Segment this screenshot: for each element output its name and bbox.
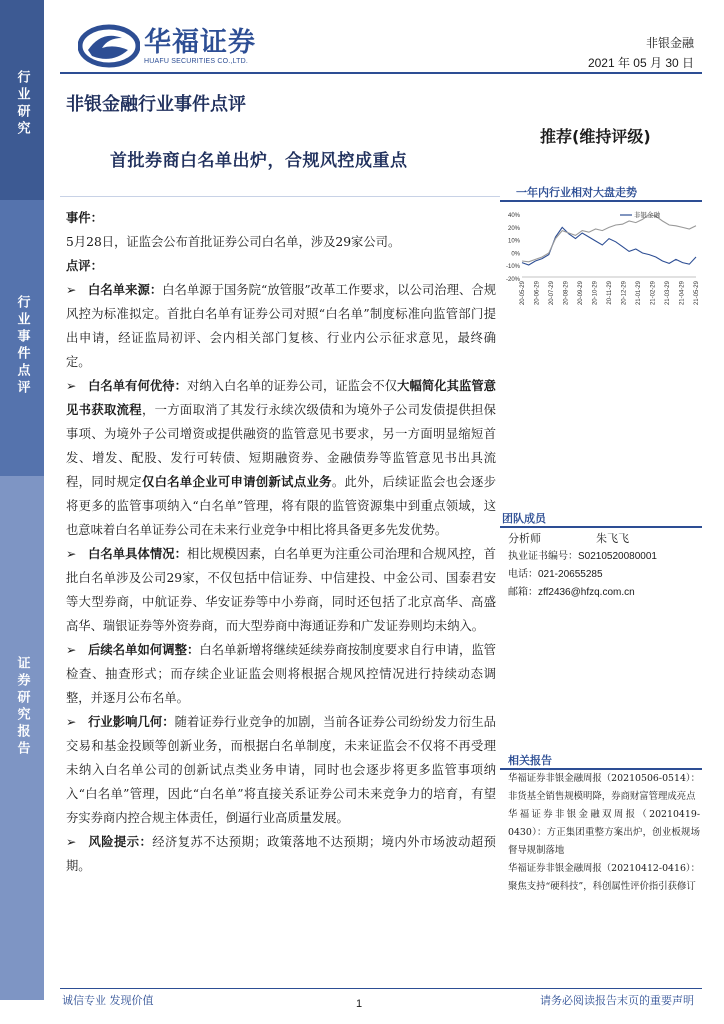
y-tick-label: 40% [507,213,520,219]
header-divider [60,72,702,74]
relative-performance-chart [500,205,702,325]
bullet-lead: 白名单具体情况： [88,547,187,561]
x-tick-label: 21-04-29 [679,281,686,306]
side-band-industry-research [0,0,44,200]
series-line-非银金融 [522,227,696,265]
bullet-lead: 白名单来源： [88,283,163,297]
bullet-text: 白名单新增将继续延续券商按制度要求自行申请，监管检查、抽查形式；而存续企业证监会则将根据合规风控情况进行持续动态调整，并逐月公布名单。 [66,643,496,705]
x-tick-label: 21-02-29 [650,281,657,306]
y-tick-label: -10% [505,264,520,271]
x-tick-label: 20-07-29 [549,281,555,306]
footer-divider [60,988,702,989]
comment-label: 点评： [66,259,103,273]
page-number: 1 [356,998,363,1010]
team-info [508,530,700,602]
bullet-arrow-icon: ➢ [66,547,77,561]
related-report-item[interactable]: 华福证券非银金融双周报（20210419-0430）：方正集团重整方案出炉，创业板规场督导规制落地 [508,809,700,856]
license-number: S0210520080001 [578,551,657,562]
x-tick-label: 21-03-29 [665,281,671,306]
bullet-text: 随着证券行业竞争的加剧，当前各证券公司纷纷发力衍生品交易和基金投顾等创新业务，而根据白名单制度，未来证监会不仅将不再受理未纳入白名单公司的创新试点类业务申请，同时也会逐步将更多监管事项纳入“白名单”管理，因此“白名单”将直接关系证券公司未来竞争力的培育，有望夯实券商内控合规主体责任，倒逼行业高质量发展。 [66,715,496,825]
y-tick-label: 10% [507,238,520,245]
event-label: 事件： [66,211,103,225]
chart-title: 一年内行业相对大盘走势 [516,186,637,199]
x-tick-label: 21-05-29 [694,281,700,306]
bullet-arrow-icon: ➢ [66,379,77,393]
y-tick-label: 0% [511,251,520,258]
bullet-arrow-icon: ➢ [66,715,77,729]
header-category: 非银金融 [645,36,694,50]
huafu-logo-icon [78,24,140,68]
bullet-text: 相比规模因素，白名单更为注重公司治理和合规风控，首批白名单涉及公司29家，不仅包括中信证券、中信建投、中金公司、国泰君安等大型券商，中航证券、华安证券等中小券商，同时还包括了北京高华、高盛高华、瑞银证券等外资券商，而大型券商中海通证券和广发证券则均未纳入。 [66,547,496,633]
bullet-item [66,374,496,542]
bullet-lead: 白名单有何优待： [88,379,187,393]
bullet-text: 白名单源于国务院“放管服”改革工作要求，以公司治理、合规风控为标准拟定。首批白名单有证券公司对照“白名单”制度标准向监管部门提出申请，经证监局初评、会内相关部门复核、行业内公示征求意见，最终确定。 [66,283,496,369]
x-tick-label: 21-01-29 [636,281,642,306]
bullet-arrow-icon: ➢ [66,835,77,849]
bullet-item [66,830,496,878]
rating: 推荐(维持评级) [540,127,651,146]
x-tick-label: 20-06-29 [534,281,541,306]
related-report-item[interactable]: 华福证券非银金融周报（20210412-0416）：聚焦支持“硬科技”，科创属性评价指引获修订 [508,863,700,892]
bullet-lead: 后续名单如何调整： [88,643,200,657]
bullet-emphasis: 仅白名单企业可申请创新试点业务 [141,475,332,489]
bullet-text: 经济复苏不达预期；政策落地不达预期；境内外市场波动超预期。 [66,835,496,873]
phone-label: 电话： [508,569,538,580]
x-tick-label: 20-08-29 [563,281,570,306]
side-band-label: 行业研究 [14,70,30,138]
x-tick-label: 20-05-29 [520,281,526,306]
x-tick-label: 20-11-29 [607,281,613,305]
side-band-securities-report [0,476,44,1000]
bullet-item [66,638,496,710]
bullet-emphasis: 大幅简化其监管意见书获取流程 [66,379,496,417]
team-title: 团队成员 [502,512,546,525]
company-logo [78,24,256,68]
report-body [66,206,496,878]
phone-number: 021-20655285 [538,569,603,580]
bullet-arrow-icon: ➢ [66,643,77,657]
side-band-event-comment [0,200,44,476]
bullet-text: 。此外，后续证监会也会逐步将更多的监管事项纳入“白名单”管理，将有限的监管资源集中到重点领域，这也意味着白名单证券公司在未来行业竞争中相比将具备更多先发优势。 [66,475,496,537]
report-type: 非银金融行业事件点评 [66,94,246,115]
chart-svg [500,205,702,325]
bullet-lead: 行业影响几何： [88,715,175,729]
header-date: 2021 年 05 月 30 日 [587,56,694,70]
footer-slogan: 诚信专业 发现价值 [62,994,154,1007]
related-report-item[interactable]: 华福证券非银金融周报（20210506-0514）：非货基全销售规模明降，券商财富管理成亮点 [508,773,700,802]
related-title: 相关报告 [508,754,552,767]
bullet-text: ，一方面取消了其发行永续次级债和为境外子公司发债提供担保事项、为境外子公司增资或提供融资的监管意见书要求，另一方面明显缩短首发、增发、配股、发行可转债、短期融资券、金融债券等监管意见书出具流程，同时规定 [66,403,496,489]
email-label: 邮箱： [508,587,538,598]
y-tick-label: -20% [505,277,520,283]
x-tick-label: 20-12-29 [621,281,628,306]
bullet-item [66,278,496,374]
bullet-text: 对纳入白名单的证券公司，证监会不仅 [186,379,398,393]
x-tick-label: 20-10-29 [592,281,599,306]
legend-label: 非银金融 [634,211,660,219]
company-name-en: HUAFU SECURITIES CO.,LTD. [144,57,249,65]
report-title: 首批券商白名单出炉，合规风控成重点 [110,151,408,171]
company-name-cn: 华福证券 [144,26,256,58]
bullet-arrow-icon: ➢ [66,283,77,297]
side-band-label: 证券研究报告 [14,656,30,758]
bullet-lead: 风险提示： [88,835,153,849]
team-divider [500,526,702,528]
analyst-name: 朱飞飞 [596,532,629,545]
event-text: 5月28日，证监会公布首批证券公司白名单，涉及29家公司。 [66,235,401,249]
analyst-label: 分析师 [508,532,541,545]
footer-disclaimer: 请务必阅读报告末页的重要声明 [540,994,694,1007]
bullet-item [66,542,496,638]
license-label: 执业证书编号： [508,551,578,562]
title-divider [60,196,500,197]
y-tick-label: 20% [507,225,520,232]
side-band-label: 行业事件点评 [14,295,30,397]
chart-title-divider [500,200,702,202]
bullet-item [66,710,496,830]
email-address[interactable]: zff2436@hfzq.com.cn [538,587,635,598]
x-tick-label: 20-09-29 [578,281,584,306]
related-reports [508,770,700,896]
